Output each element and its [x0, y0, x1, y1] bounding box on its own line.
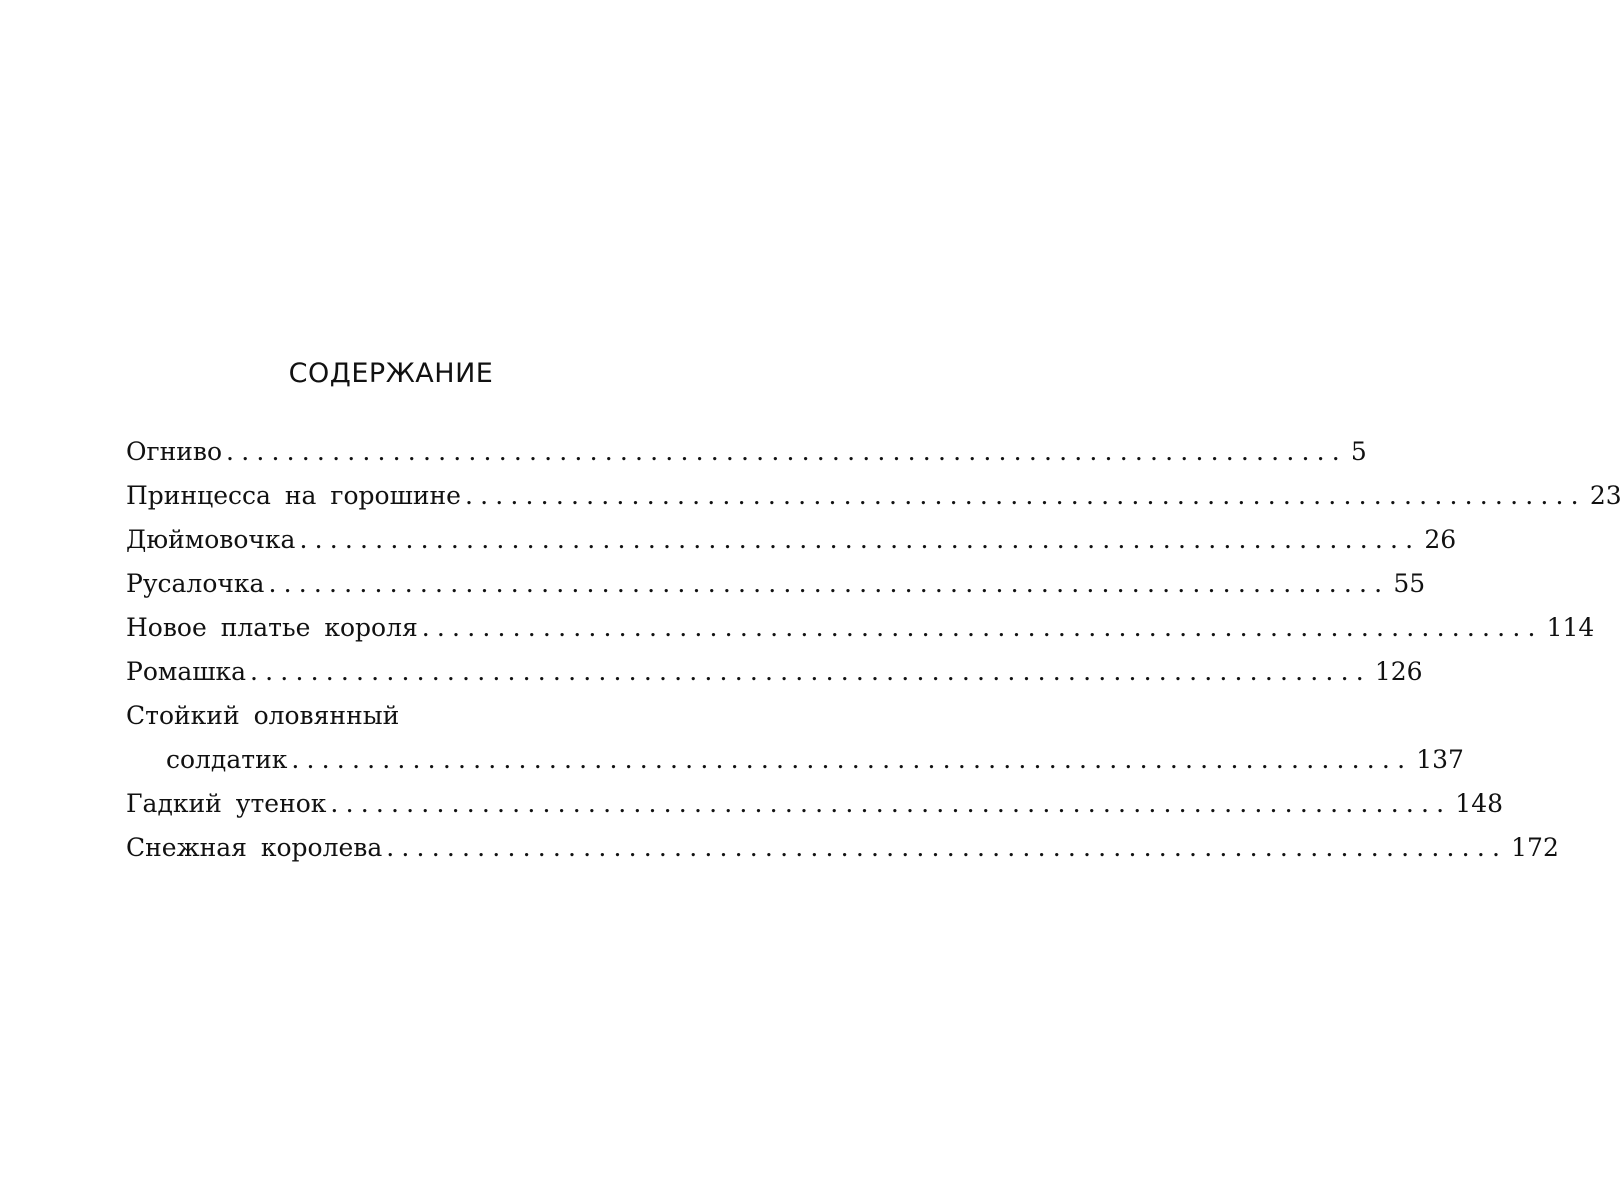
dot-leader: .......................................................................... [250, 657, 1371, 686]
entry-page-number: 137 [1416, 745, 1464, 774]
entry-page-number: 55 [1393, 569, 1426, 598]
toc-entry [126, 474, 1622, 518]
dot-leader: .......................................................................... [299, 525, 1421, 554]
toc-entry [126, 562, 1426, 606]
entry-title: Ромашка [126, 650, 246, 694]
entry-page-number: 23 [1589, 481, 1622, 510]
toc-heading: СОДЕРЖАНИЕ [288, 358, 494, 389]
entry-title-first-line: Стойкий оловянный [126, 701, 400, 730]
entry-page-number: 5 [1350, 437, 1367, 466]
dot-leader: .......................................................................... [464, 481, 1586, 510]
dot-leader: .......................................................................... [421, 613, 1543, 642]
toc-entry [126, 606, 1595, 650]
toc-entry [126, 650, 1423, 694]
dot-leader: .......................................................................... [386, 833, 1508, 862]
entry-title: Дюймовочка [126, 518, 295, 562]
entry-page-number: 172 [1511, 833, 1559, 862]
entry-title: Огниво [126, 430, 222, 474]
entry-page-number: 148 [1455, 789, 1504, 818]
dot-leader: .......................................................................... [268, 569, 1390, 598]
dot-leader: .......................................................................... [291, 745, 1413, 774]
table-of-contents [126, 430, 1622, 870]
toc-entry [126, 518, 1457, 562]
toc-entry [126, 826, 1559, 870]
entry-title: Снежная королева [126, 826, 382, 870]
toc-entry [126, 738, 1464, 782]
entry-title: солдатик [166, 738, 287, 782]
dot-leader: .......................................................................... [330, 789, 1452, 818]
entry-page-number: 114 [1546, 613, 1595, 642]
entry-title: Гадкий утенок [126, 782, 326, 826]
entry-page-number: 26 [1424, 525, 1457, 554]
entry-title: Русалочка [126, 562, 264, 606]
toc-entry [126, 430, 1367, 474]
dot-leader: .......................................................................... [226, 437, 1347, 466]
entry-title: Принцесса на горошине [126, 474, 461, 518]
toc-entry [126, 782, 1504, 826]
entry-title: Новое платье короля [126, 606, 418, 650]
entry-page-number: 126 [1374, 657, 1423, 686]
